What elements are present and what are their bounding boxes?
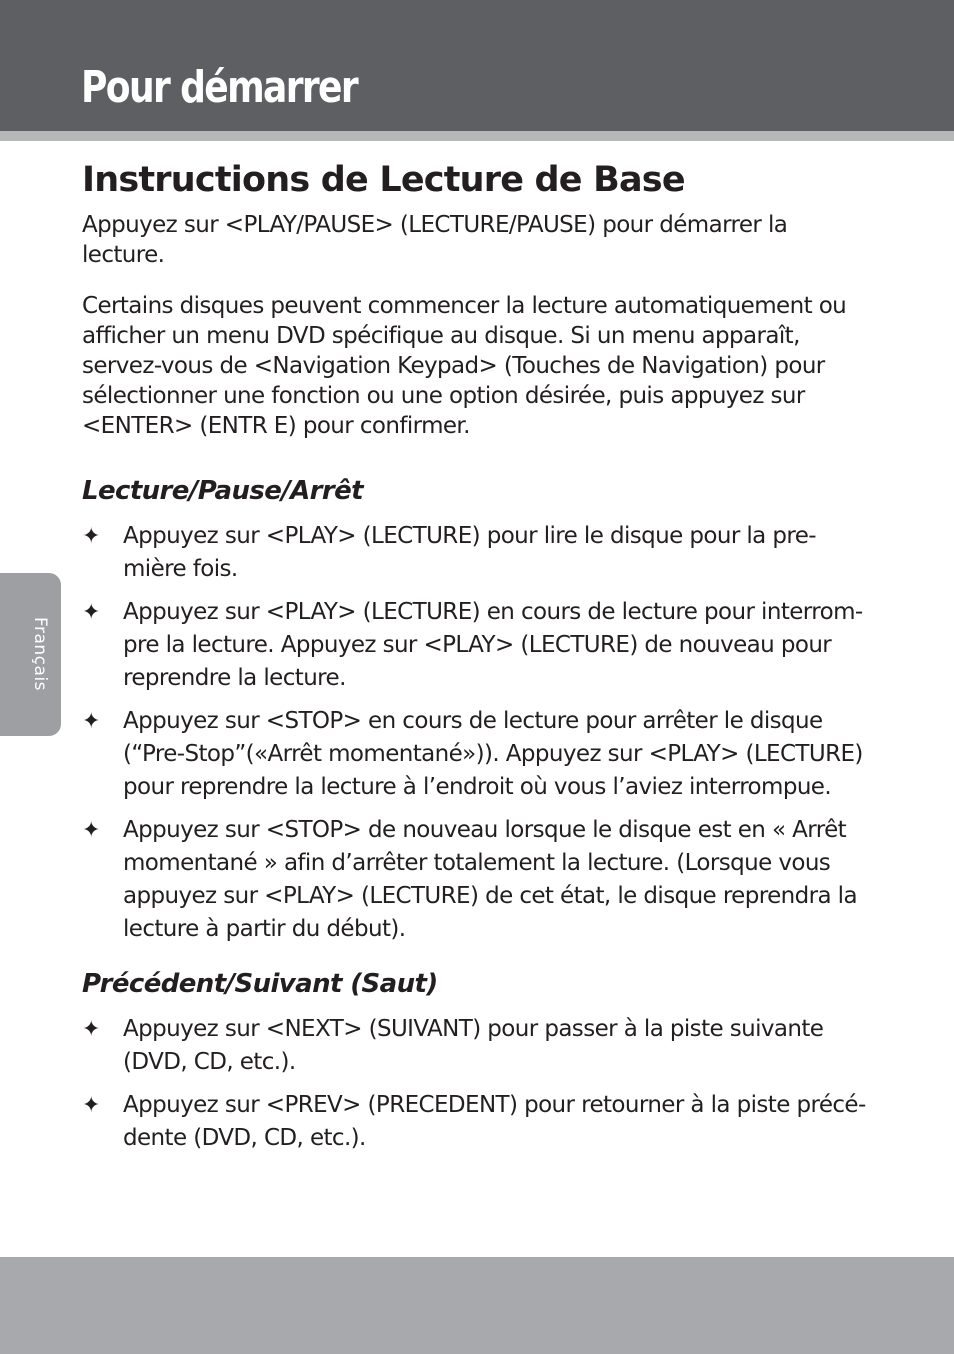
intro-paragraph: Appuyez sur <PLAY/PAUSE> (LECTURE/PAUSE) pour démarrer la lecture. xyxy=(82,212,788,268)
star-bullet-icon: ✦ xyxy=(82,600,100,625)
main-content xyxy=(82,158,872,1165)
list-item-text: Appuyez sur <NEXT> (SUIVANT) pour passer à la piste suivante (DVD, CD, etc.). xyxy=(123,1016,824,1075)
star-bullet-icon: ✦ xyxy=(82,524,100,549)
footer-band xyxy=(0,1257,954,1354)
list-item xyxy=(82,596,872,695)
list-item xyxy=(82,1089,872,1155)
section-heading: Instructions de Lecture de Base xyxy=(82,160,685,200)
menu-paragraph: Certains disques peuvent commencer la lecture automatiquement ou afficher un menu DVD spécifique au disque. Si un menu apparaît, servez-vous de <Navigation Keypad> (Touches de Navigation) pour sélectionner une fonction ou une option désirée, puis appuyez sur <ENTER> (ENTR E) pour confirmer. xyxy=(82,293,847,439)
list-item xyxy=(82,814,872,946)
star-bullet-icon: ✦ xyxy=(82,818,100,843)
list-item-text: Appuyez sur <PLAY> (LECTURE) en cours de lecture pour interrom-pre la lecture. Appuyez sur <PLAY> (LECTURE) de nouveau pour reprendre la lecture. xyxy=(123,599,863,691)
bullet-list-play-pause-stop xyxy=(82,520,872,946)
list-item xyxy=(82,1013,872,1079)
language-tab-label: Français xyxy=(30,616,50,692)
list-item xyxy=(82,705,872,804)
star-bullet-icon: ✦ xyxy=(82,709,100,734)
list-item-text: Appuyez sur <STOP> en cours de lecture pour arrêter le disque (“Pre-Stop”(«Arrêt momentané»)). Appuyez sur <PLAY> (LECTURE) pour reprendre la lecture à l’endroit où vous l’aviez interrompue. xyxy=(123,708,863,800)
list-item-text: Appuyez sur <STOP> de nouveau lorsque le disque est en « Arrêt momentané » afin d’arrêter totalement la lecture. (Lorsque vous appuyez sur <PLAY> (LECTURE) de cet état, le disque reprendra la lecture à partir du début). xyxy=(123,817,857,942)
list-item-text: Appuyez sur <PREV> (PRECEDENT) pour retourner à la piste précé-dente (DVD, CD, etc.). xyxy=(123,1092,866,1151)
list-item-text: Appuyez sur <PLAY> (LECTURE) pour lire le disque pour la pre-mière fois. xyxy=(123,523,816,582)
subsection-heading-play-pause-stop: Lecture/Pause/Arrêt xyxy=(82,476,363,506)
star-bullet-icon: ✦ xyxy=(82,1017,100,1042)
subsection-heading-prev-next: Précédent/Suivant (Saut) xyxy=(82,969,438,999)
header-stripe xyxy=(0,131,954,141)
page-title: Pour démarrer xyxy=(81,62,358,113)
star-bullet-icon: ✦ xyxy=(82,1093,100,1118)
bullet-list-prev-next xyxy=(82,1013,872,1155)
list-item xyxy=(82,520,872,586)
